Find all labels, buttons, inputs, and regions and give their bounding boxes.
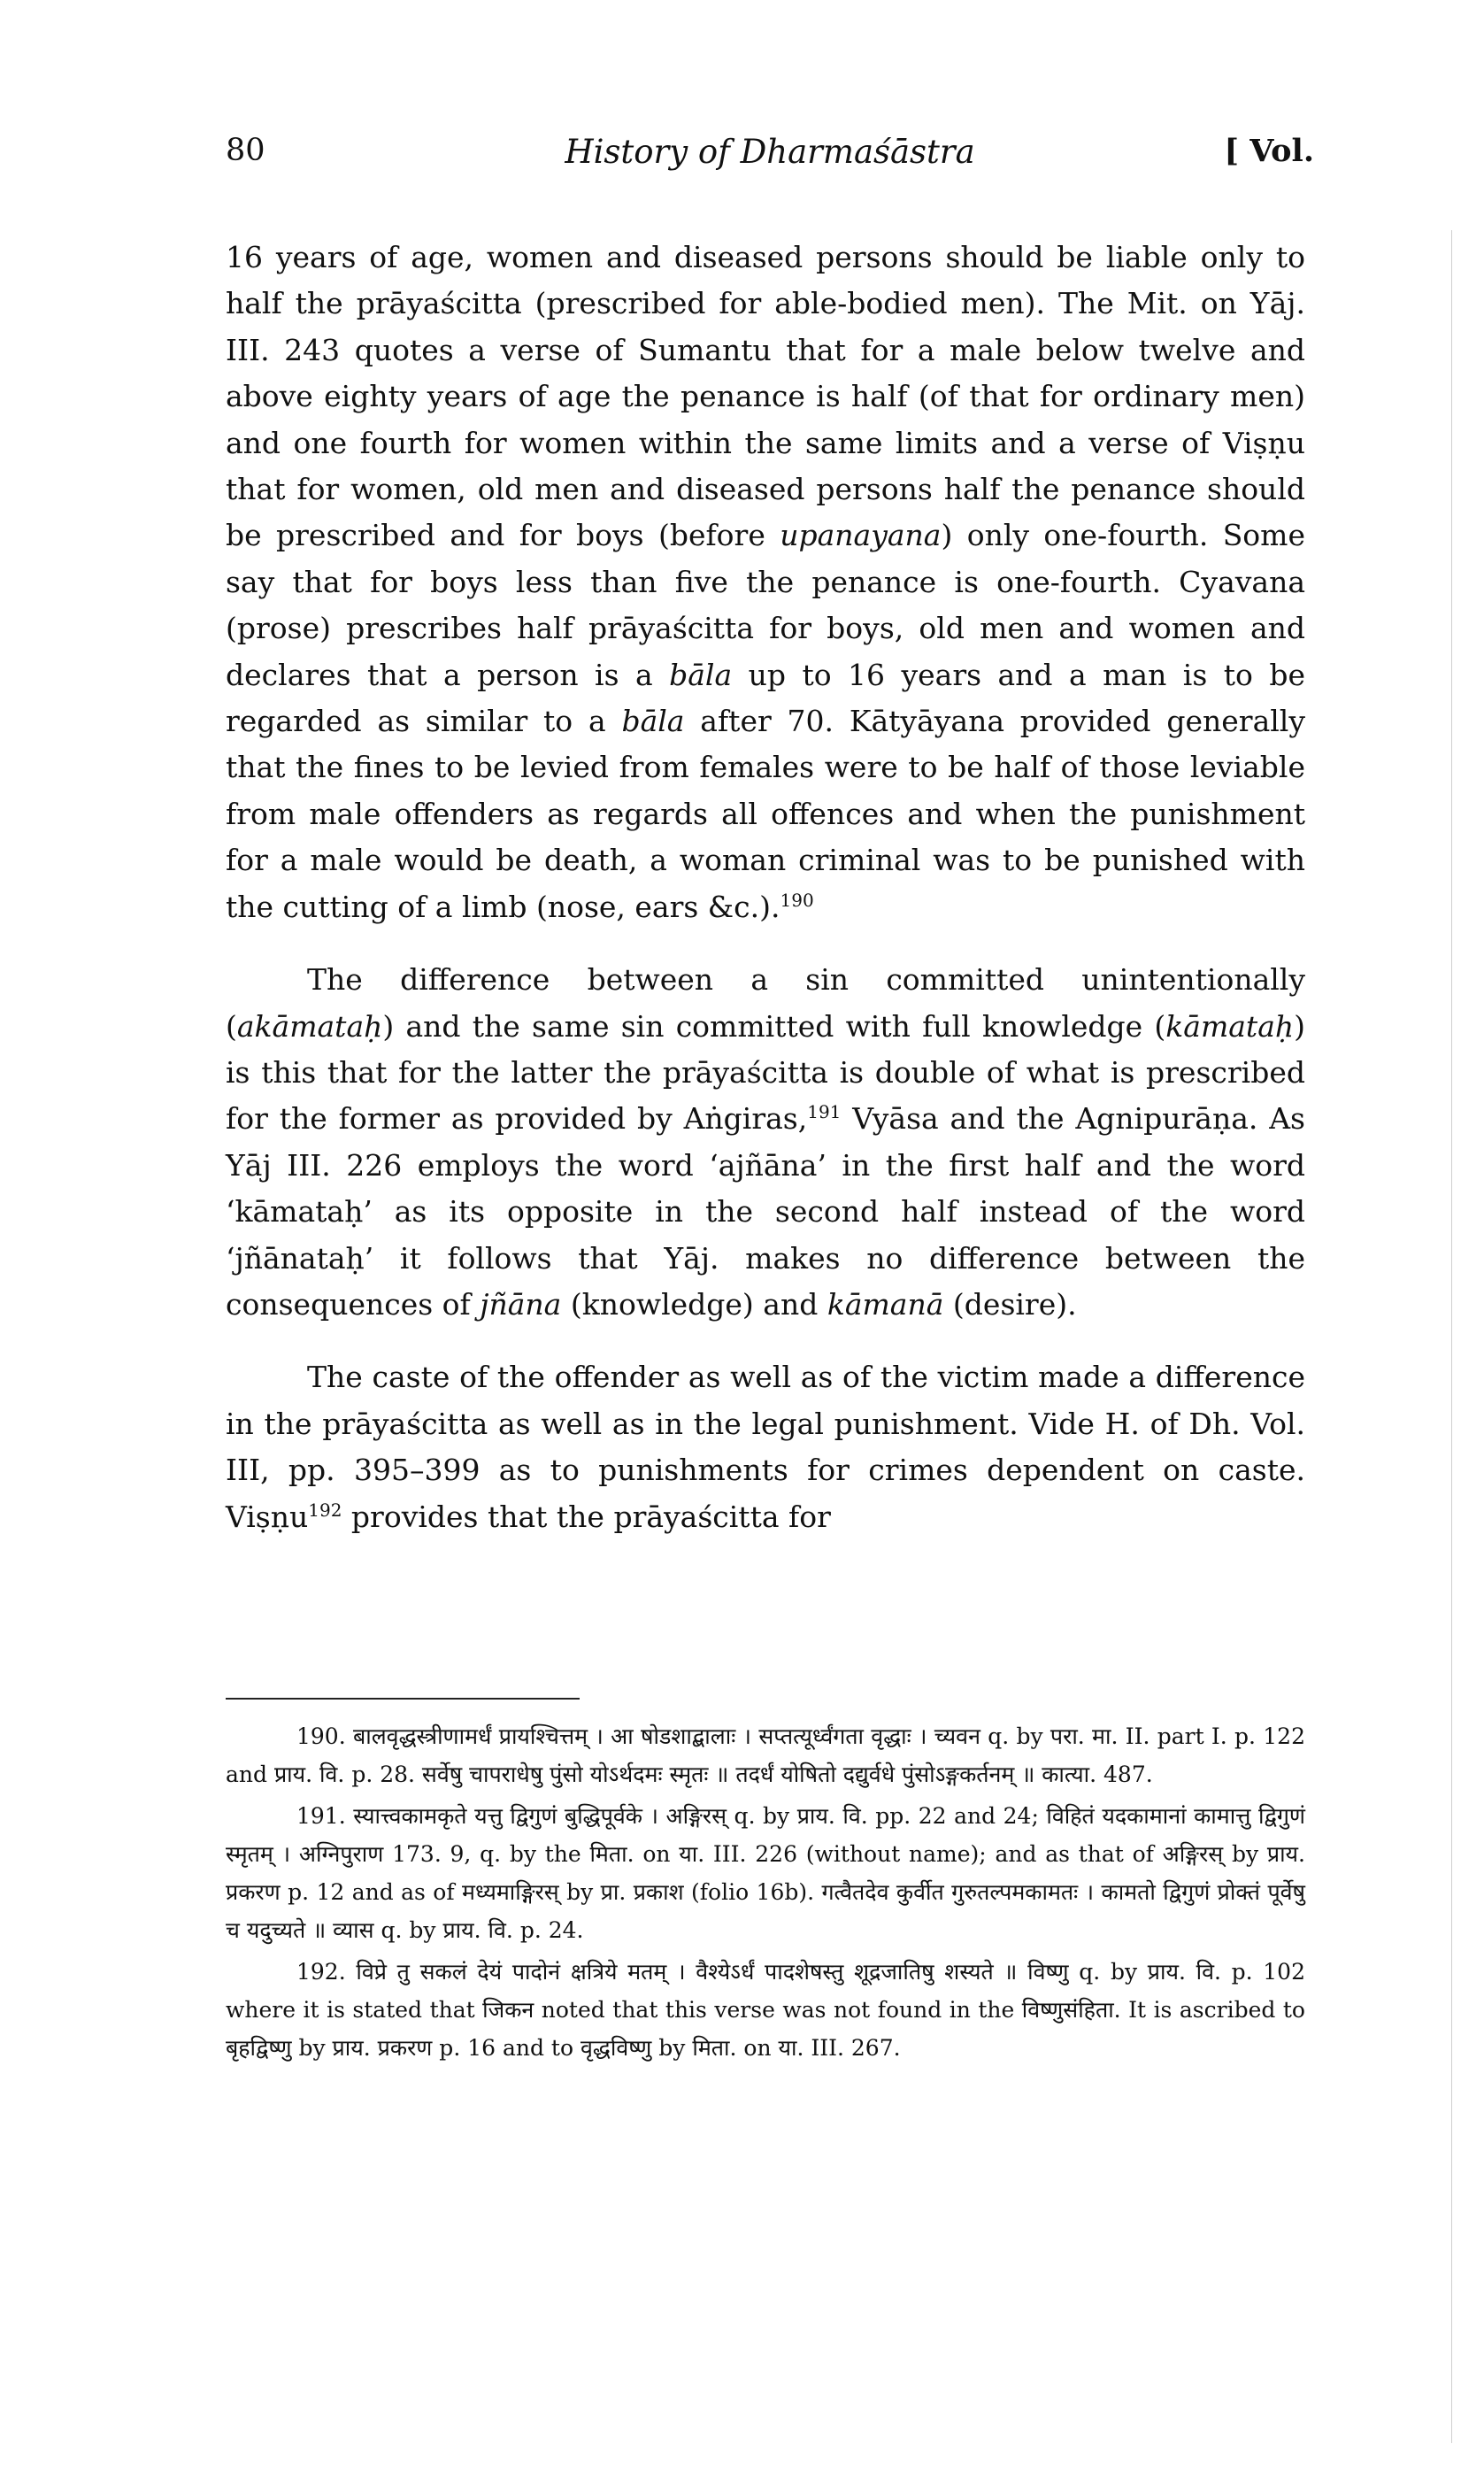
paragraph-2: The difference between a sin committed unintentionally (akāmataḥ) and the same sin committed with full knowledge (kāmataḥ) is this that for the latter the prāyaścitta is double of what is prescribed for the former as provided by Aṅgiras,$^{191}$ Vyāsa and the Agnipurāṇa. As Yāj III. 226 employs the word ‘ajñāna’ in the first half and the word ‘kāmataḥ’ as its opposite in the second half instead of the word ‘jñānataḥ’ it follows that Yāj. makes no difference between the consequences of jñāna (knowledge) and kāmanā (desire). bbox=[226, 962, 1305, 1322]
main-text bbox=[226, 235, 1305, 1540]
footnote-190: 190. बालवृद्धस्त्रीणामर्धं प्रायश्चित्तम् । आ षोडशाद्बालाः । सप्तत्यूर्ध्वंगता वृद्धाः । च्यवन q. by परा. मा. II. part I. p. 122 and प्राय. वि. p. 28. सर्वेषु चापराधेषु पुंसो योऽर्थदमः स्मृतः ॥ तदर्धं योषितो दद्युर्वधे पुंसोऽङ्गकर्तनम् ॥ कात्या. 487. bbox=[226, 1723, 1305, 1787]
term-upanayana: upanayana bbox=[780, 518, 942, 553]
footnote-ref-191[interactable]: 191 bbox=[807, 1101, 842, 1123]
page-edge-line bbox=[1451, 230, 1452, 2443]
paragraph-1: 16 years of age, women and diseased persons should be liable only to half the prāyaścitta (prescribed for able-bodied men). The Mit. on Yāj. III. 243 quotes a verse of Sumantu that for a male below twelve and above eighty years of age the penance is half (of that for ordinary men) and one fourth for women within the same limits and a verse of Viṣṇu that for women, old men and diseased persons half the penance should be prescribed and for boys (before upanayana) only one-fourth. Some say that for boys less than five the penance is one-fourth. Cyavana (prose) prescribes half prāyaścitta for boys, old men and women and declares that a person is a bāla up to 16 years and a man is to be regarded as similar to a bāla after 70. Kātyāyana provided generally that the fines to be levied from females were to be half of those leviable from male offenders as regards all offences and when the punishment for a male would be death, a woman criminal was to be punished with the cutting of a limb (nose, ears &c.).$^{190}$ bbox=[226, 240, 1305, 924]
term-kamatah: kāmataḥ bbox=[1165, 1008, 1295, 1044]
footnote-ref-192[interactable]: 192 bbox=[308, 1499, 342, 1521]
volume-label: [ Vol. bbox=[1224, 133, 1314, 169]
term-bala: bāla bbox=[669, 657, 733, 692]
term-jnana: jñāna bbox=[480, 1286, 562, 1322]
term-bala-2: bāla bbox=[621, 704, 685, 739]
footnote-ref-190[interactable]: 190 bbox=[780, 889, 814, 911]
footnote-192: 192. विप्रे तु सकलं देयं पादोनं क्षत्रिये मतम् । वैश्येऽर्धं पादशेषस्तु शूद्रजातिषु शस्यते ॥ विष्णु q. by प्राय. वि. p. 102 where it is stated that जिकन noted that this verse was not found in the विष्णुसंहिता. It is ascribed to बृहद्विष्णु by प्राय. प्रकरण p. 16 and to वृद्धविष्णु by मिता. on या. III. 267. bbox=[226, 1959, 1305, 2061]
footnotes bbox=[226, 1717, 1305, 2067]
running-title: History of Dharmaśāstra bbox=[565, 133, 975, 171]
page-header bbox=[226, 133, 1314, 186]
term-kamana: kāmanā bbox=[827, 1286, 944, 1322]
footnote-rule bbox=[226, 1698, 580, 1700]
footnote-191: 191. स्यात्त्वकामकृते यत्तु द्विगुणं बुद्धिपूर्वके । अङ्गिरस् q. by प्राय. वि. pp. 22 and 24; विहितं यदकामानां कामात्तु द्विगुणं स्मृतम् । अग्निपुराण 173. 9, q. by the मिता. on या. III. 226 (without name); and as that of अङ्गिरस् by प्राय. प्रकरण p. 12 and as of मध्यमाङ्गिरस् by प्रा. प्रकाश (folio 16b). गत्वैतदेव कुर्वीत गुरुतल्पमकामतः । कामतो द्विगुणं प्रोक्तं पूर्वेषु च यदुच्यते ॥ व्यास q. by प्राय. वि. p. 24. bbox=[226, 1803, 1305, 1943]
term-akamatah: akāmataḥ bbox=[236, 1008, 383, 1044]
paragraph-3: The caste of the offender as well as of the victim made a difference in the prāyaścitta as well as in the legal punishment. Vide H. of Dh. Vol. III, pp. 395–399 as to punishments for crimes dependent on caste. Viṣṇu$^{192}$ provides that the prāyaścitta for bbox=[226, 1360, 1305, 1534]
page-number: 80 bbox=[226, 133, 265, 168]
